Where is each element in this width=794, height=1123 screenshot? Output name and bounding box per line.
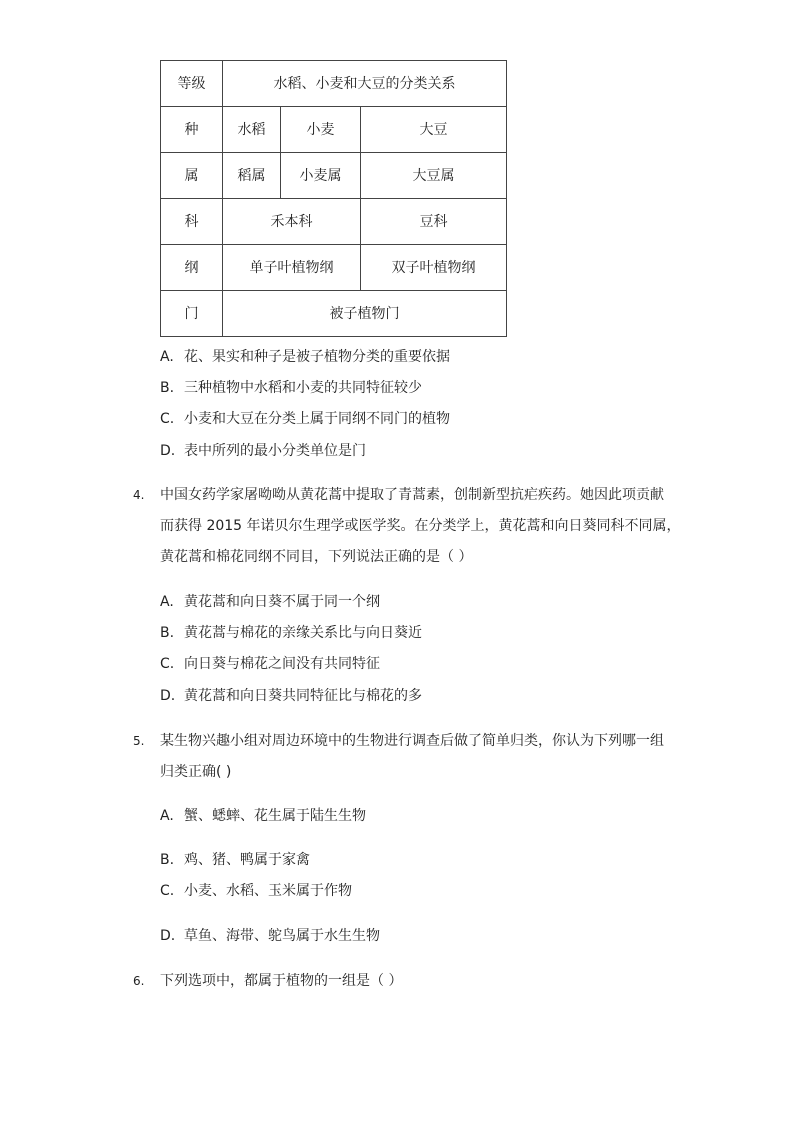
level-cell: 种: [161, 107, 223, 153]
q4-number: 4.: [133, 488, 145, 502]
q5-number: 5.: [133, 734, 145, 748]
q5-option-c[interactable]: C. 小麦、水稻、玉米属于作物: [160, 883, 352, 899]
header-relation: 水稻、小麦和大豆的分类关系: [223, 61, 507, 107]
q5-option-b[interactable]: B. 鸡、猪、鸭属于家禽: [160, 852, 310, 868]
cell-dicot: 双子叶植物纲: [361, 245, 507, 291]
level-cell: 纲: [161, 245, 223, 291]
q5-option-d[interactable]: D. 草鱼、海带、鸵鸟属于水生生物: [160, 928, 380, 944]
q5-stem-line-1: 某生物兴趣小组对周边环境中的生物进行调查后做了简单归类，你认为下列哪一组: [160, 733, 664, 749]
cell-fabaceae: 豆科: [361, 199, 507, 245]
q5-stem-line-2: 归类正确( ): [160, 764, 232, 780]
table-row-phylum: [161, 291, 507, 337]
q6-number: 6.: [133, 974, 145, 988]
q6-stem-line-1: 下列选项中，都属于植物的一组是（ ）: [160, 973, 403, 989]
q4-option-c[interactable]: C. 向日葵与棉花之间没有共同特征: [160, 656, 380, 672]
q4-stem-line-3: 黄花蒿和棉花同纲不同目，下列说法正确的是（ ）: [160, 549, 473, 565]
table-header-row: [161, 61, 507, 107]
cell-wheat-genus: 小麦属: [281, 153, 361, 199]
level-cell: 门: [161, 291, 223, 337]
level-cell: 属: [161, 153, 223, 199]
cell-wheat: 小麦: [281, 107, 361, 153]
q4-stem-line-2: 而获得 2015 年诺贝尔生理学或医学奖。在分类学上，黄花蒿和向日葵同科不同属，: [160, 518, 681, 534]
level-cell: 科: [161, 199, 223, 245]
cell-soybean-genus: 大豆属: [361, 153, 507, 199]
cell-angiosperm: 被子植物门: [223, 291, 507, 337]
q4-option-b[interactable]: B. 黄花蒿与棉花的亲缘关系比与向日葵近: [160, 625, 422, 641]
cell-soybean: 大豆: [361, 107, 507, 153]
q5-option-a[interactable]: A. 蟹、蟋蟀、花生属于陆生生物: [160, 808, 366, 824]
cell-monocot: 单子叶植物纲: [223, 245, 361, 291]
table-row-class: [161, 245, 507, 291]
q3-option-c[interactable]: C. 小麦和大豆在分类上属于同纲不同门的植物: [160, 411, 450, 427]
q3-option-b[interactable]: B. 三种植物中水稻和小麦的共同特征较少: [160, 380, 422, 396]
q4-option-a[interactable]: A. 黄花蒿和向日葵不属于同一个纲: [160, 594, 380, 610]
cell-rice-genus: 稻属: [223, 153, 281, 199]
table-row-genus: [161, 153, 507, 199]
header-level: 等级: [161, 61, 223, 107]
classification-table: [160, 60, 507, 337]
cell-rice: 水稻: [223, 107, 281, 153]
q3-option-d[interactable]: D. 表中所列的最小分类单位是门: [160, 443, 366, 459]
q4-stem-line-1: 中国女药学家屠呦呦从黄花蒿中提取了青蒿素，创制新型抗疟疾药。她因此项贡献: [160, 487, 664, 503]
q4-option-d[interactable]: D. 黄花蒿和向日葵共同特征比与棉花的多: [160, 688, 422, 704]
table-row-species: [161, 107, 507, 153]
q3-option-a[interactable]: A. 花、果实和种子是被子植物分类的重要依据: [160, 349, 450, 365]
table-row-family: [161, 199, 507, 245]
cell-poaceae: 禾本科: [223, 199, 361, 245]
